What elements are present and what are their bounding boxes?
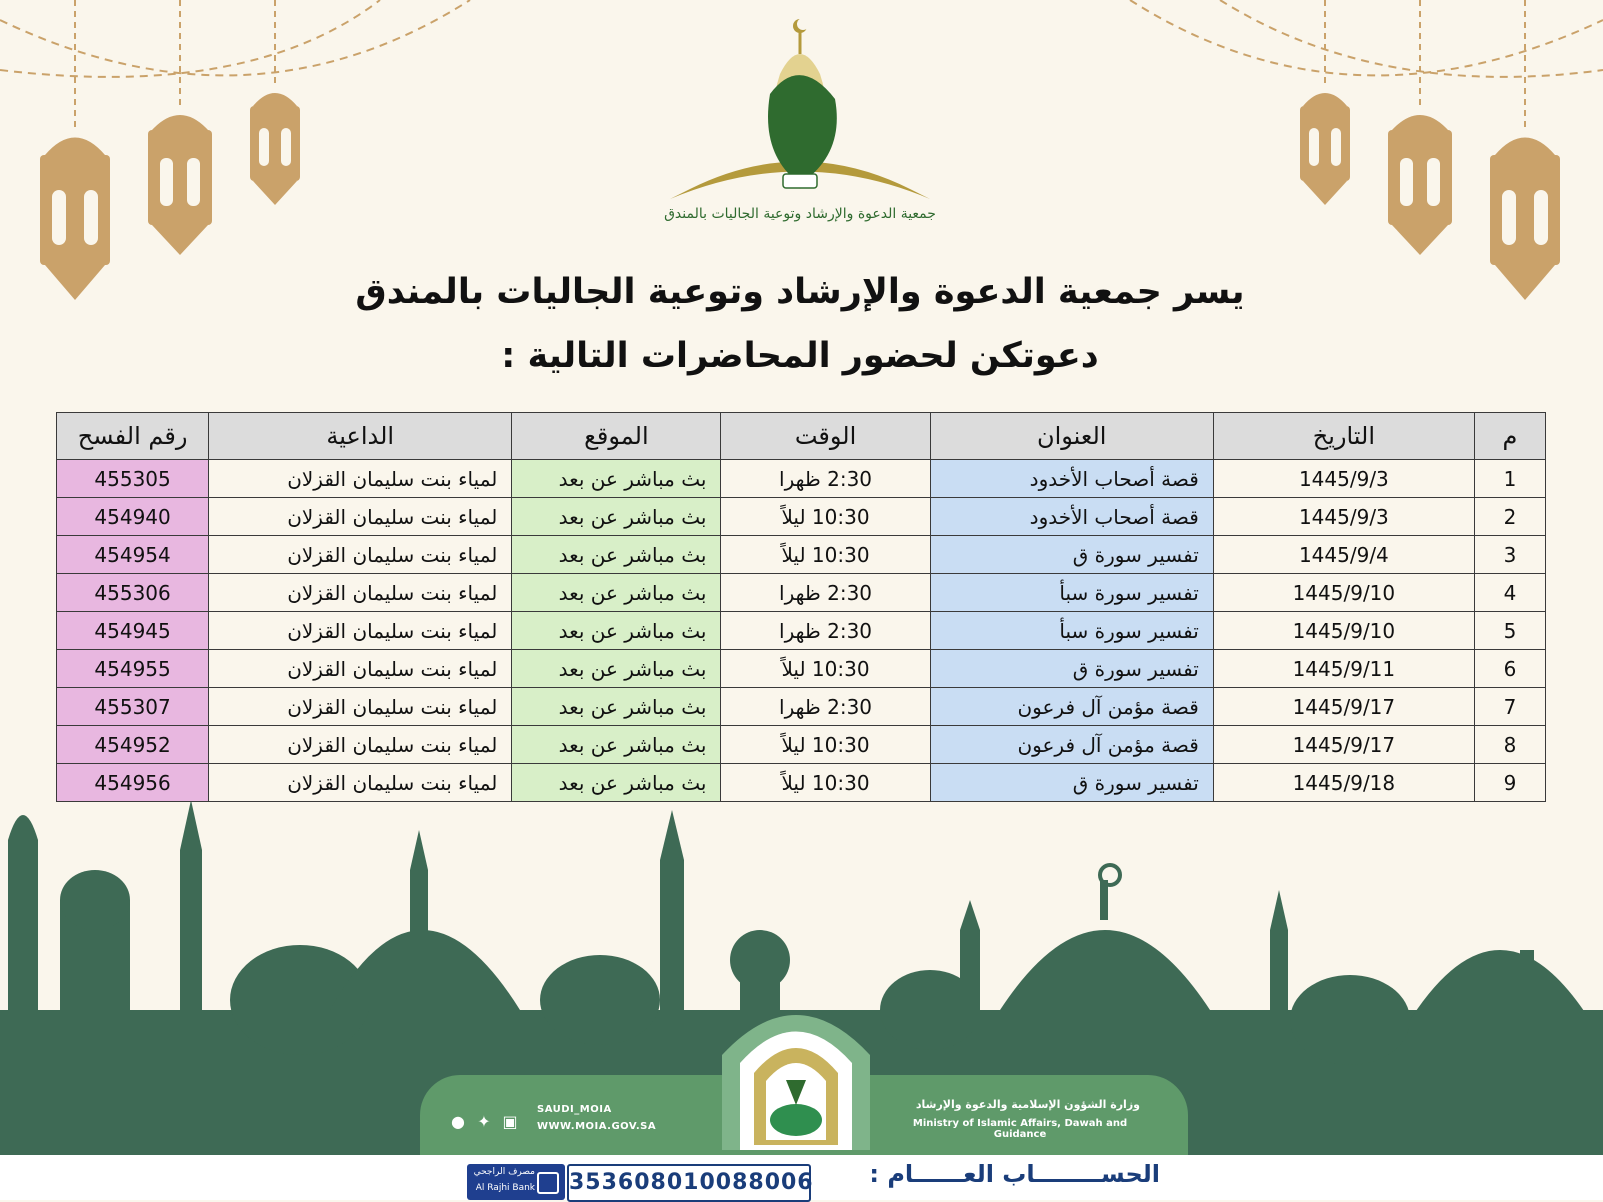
cell-number: 8 [1474,726,1545,764]
account-label: الحســــــــاب العــــــام : [869,1160,1160,1188]
cell-room-number: 455306 [57,574,209,612]
logo-caption: جمعية الدعوة والإرشاد وتوعية الجاليات بالمندق [664,206,936,222]
bank-badge [467,1164,565,1200]
cell-title: تفسير سورة سبأ [930,574,1213,612]
table-row [57,764,1546,802]
header-date: التاريخ [1213,413,1474,460]
instagram-icon[interactable]: ▣ [502,1112,518,1131]
cell-room-number: 454956 [57,764,209,802]
cell-location: بث مباشر عن بعد [512,612,721,650]
cell-number: 5 [1474,612,1545,650]
table-row [57,726,1546,764]
cell-date: 1445/9/3 [1213,460,1474,498]
table-row [57,574,1546,612]
cell-date: 1445/9/18 [1213,764,1474,802]
cell-speaker: لمياء بنت سليمان القزلان [209,650,512,688]
cell-speaker: لمياء بنت سليمان القزلان [209,574,512,612]
cell-room-number: 454940 [57,498,209,536]
cell-time: 2:30 ظهرا [721,460,930,498]
cell-speaker: لمياء بنت سليمان القزلان [209,612,512,650]
invitation-headline: يسر جمعية الدعوة والإرشاد وتوعية الجاليات بالمندق [355,272,1245,312]
social-handle: SAUDI_MOIA [537,1104,612,1115]
cell-title: تفسير سورة ق [930,764,1213,802]
cell-location: بث مباشر عن بعد [512,764,721,802]
cell-time: 10:30 ليلاً [721,726,930,764]
cell-title: قصة مؤمن آل فرعون [930,688,1213,726]
cell-number: 3 [1474,536,1545,574]
header-room-number: رقم الفسح [57,413,209,460]
cell-speaker: لمياء بنت سليمان القزلان [209,460,512,498]
cell-room-number: 455307 [57,688,209,726]
snapchat-icon[interactable]: ● [451,1112,465,1131]
twitter-icon[interactable]: ✦ [477,1112,491,1131]
cell-room-number: 454955 [57,650,209,688]
cell-time: 10:30 ليلاً [721,536,930,574]
cell-location: بث مباشر عن بعد [512,650,721,688]
ministry-emblem-icon [712,985,880,1150]
cell-title: قصة مؤمن آل فرعون [930,726,1213,764]
cell-room-number: 454945 [57,612,209,650]
table-row [57,498,1546,536]
bank-name-arabic: مصرف الراجحي [473,1167,535,1177]
lanterns-left [40,0,300,300]
association-logo [660,14,940,234]
cell-speaker: لمياء بنت سليمان القزلان [209,498,512,536]
cell-room-number: 455305 [57,460,209,498]
cell-speaker: لمياء بنت سليمان القزلان [209,536,512,574]
social-icons [448,1108,528,1136]
lanterns-right [1300,0,1560,300]
cell-time: 10:30 ليلاً [721,764,930,802]
cell-title: قصة أصحاب الأخدود [930,460,1213,498]
website-link[interactable]: WWW.MOIA.GOV.SA [537,1121,657,1132]
cell-title: تفسير سورة سبأ [930,612,1213,650]
invitation-subheadline: دعوتكن لحضور المحاضرات التالية : [501,336,1099,376]
ministry-name-english: Ministry of Islamic Affairs, Dawah and Guidance [912,1118,1128,1140]
cell-date: 1445/9/3 [1213,498,1474,536]
table-row [57,460,1546,498]
cell-location: بث مباشر عن بعد [512,460,721,498]
cell-location: بث مباشر عن بعد [512,688,721,726]
header-speaker: الداعية [209,413,512,460]
cell-date: 1445/9/17 [1213,726,1474,764]
cell-room-number: 454954 [57,536,209,574]
cell-time: 2:30 ظهرا [721,688,930,726]
lecture-schedule-table [56,412,1546,802]
cell-date: 1445/9/10 [1213,612,1474,650]
cell-time: 10:30 ليلاً [721,498,930,536]
bank-name-english: Al Rajhi Bank [475,1183,535,1193]
cell-number: 4 [1474,574,1545,612]
cell-date: 1445/9/4 [1213,536,1474,574]
table-row [57,688,1546,726]
cell-location: بث مباشر عن بعد [512,536,721,574]
header-time: الوقت [721,413,930,460]
cell-date: 1445/9/11 [1213,650,1474,688]
cell-number: 9 [1474,764,1545,802]
table-row [57,536,1546,574]
header-title: العنوان [930,413,1213,460]
bank-logo-icon [537,1172,559,1194]
header-number: م [1474,413,1545,460]
dawah-logo-icon [660,14,940,204]
cell-title: تفسير سورة ق [930,536,1213,574]
cell-number: 1 [1474,460,1545,498]
cell-location: بث مباشر عن بعد [512,726,721,764]
cell-room-number: 454952 [57,726,209,764]
cell-time: 10:30 ليلاً [721,650,930,688]
ministry-name-arabic: وزارة الشؤون الإسلامية والدعوة والإرشاد [915,1098,1140,1111]
cell-number: 7 [1474,688,1545,726]
cell-title: قصة أصحاب الأخدود [930,498,1213,536]
header-location: الموقع [512,413,721,460]
cell-date: 1445/9/17 [1213,688,1474,726]
cell-speaker: لمياء بنت سليمان القزلان [209,726,512,764]
cell-speaker: لمياء بنت سليمان القزلان [209,764,512,802]
cell-date: 1445/9/10 [1213,574,1474,612]
account-number: 353608010088006 [567,1164,811,1202]
cell-location: بث مباشر عن بعد [512,498,721,536]
table-header-row [57,413,1546,460]
cell-location: بث مباشر عن بعد [512,574,721,612]
cell-number: 6 [1474,650,1545,688]
table-row [57,650,1546,688]
cell-title: تفسير سورة ق [930,650,1213,688]
cell-number: 2 [1474,498,1545,536]
table-row [57,612,1546,650]
cell-time: 2:30 ظهرا [721,574,930,612]
cell-speaker: لمياء بنت سليمان القزلان [209,688,512,726]
cell-time: 2:30 ظهرا [721,612,930,650]
